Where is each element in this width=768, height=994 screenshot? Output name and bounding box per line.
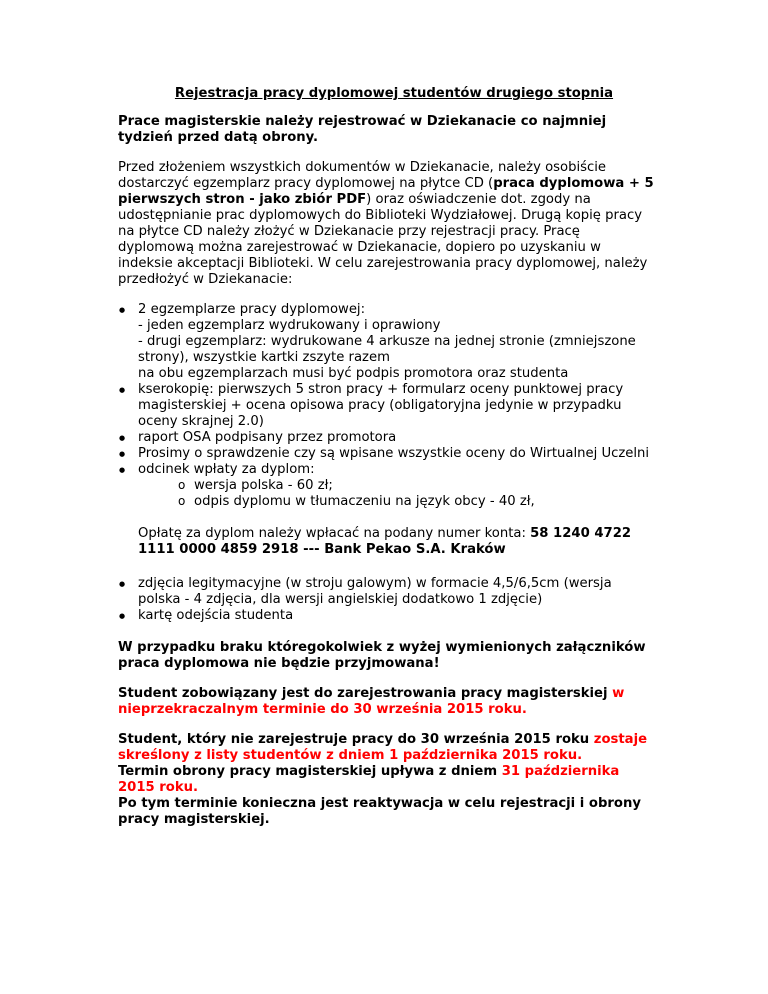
removal-text: zostaje skreślony z listy studentów z dniem 1 października 2015 roku. xyxy=(118,732,648,763)
deadline-text: w nieprzekraczalnym terminie do 30 września 2015 roku. xyxy=(118,686,625,717)
payment-text: Opłatę za dyplom należy wpłacać na podany numer konta: xyxy=(138,526,531,541)
required-documents-list xyxy=(118,302,658,510)
obligation-text: Student zobowiązany jest do zarejestrowania pracy magisterskiej xyxy=(118,686,613,701)
intro-paragraph: Prace magisterskie należy rejestrować w Dziekanacie co najmniej tydzień przed datą obrony. xyxy=(118,114,607,145)
obligation-paragraph xyxy=(118,686,658,718)
list-item-label: ● odcinek wpłaty za dyplom: xyxy=(138,462,315,477)
list-item: ● kserokopię: pierwszych 5 stron pracy + formularz oceny punktowej pracy magisterskiej + ocena opisowa pracy (obligatoryjna jedynie w przypadku oceny skrajnej 2.0) xyxy=(118,382,658,430)
list-item: ● zdjęcia legitymacyjne (w stroju galowym) w formacie 4,5/6,5cm (wersja polska - 4 zdjęcia, dla wersji angielskiej dodatkowo 1 zdjęcie) xyxy=(118,576,658,608)
list-item xyxy=(118,302,658,382)
list-item-label: ● 2 egzemplarze pracy dyplomowej: xyxy=(138,302,366,317)
list-item xyxy=(118,462,658,510)
document-page xyxy=(118,86,658,828)
instructions-bold: praca dyplomowa + 5 pierwszych stron - jako zbiór PDF xyxy=(118,176,654,207)
list-item: ● kartę odejścia studenta xyxy=(118,608,658,624)
list-item: ● Prosimy o sprawdzenie czy są wpisane wszystkie oceny do Wirtualnej Uczelni xyxy=(118,446,658,462)
instructions-text-1: Przed złożeniem wszystkich dokumentów w Dziekanacie, należy osobiście dostarczyć egzemplarz pracy dyplomowej na płytce CD ( xyxy=(118,160,607,191)
final-text-1: Student, który nie zarejestruje pracy do 30 września 2015 roku xyxy=(118,732,594,747)
payment-note xyxy=(138,526,658,558)
warning-paragraph: W przypadku braku któregokolwiek z wyżej wymienionych załączników praca dyplomowa nie będzie przyjmowana! xyxy=(118,640,646,671)
final-text-3: Po tym terminie konieczna jest reaktywacja w celu rejestracji i obrony pracy magisterskiej. xyxy=(118,796,641,827)
document-title: Rejestracja pracy dyplomowej studentów drugiego stopnia xyxy=(174,86,614,101)
defense-deadline: 31 października 2015 roku. xyxy=(118,764,620,795)
final-paragraph xyxy=(118,732,658,828)
instructions-text-2: ) oraz oświadczenie dot. zgody na udostępnianie prac dyplomowych do Biblioteki Wydziałowej. Drugą kopię pracy na płytce CD należy złożyć w Dziekanacie przy rejestracji pracy. Pracę dyplomową można zarejestrować w Dziekanacie, dopiero po uzyskaniu w indeksie akceptacji Biblioteki. W celu zarejestrowania pracy dyplomowej, należy przedłożyć w Dziekanacie: xyxy=(118,192,648,287)
list-item: ● raport OSA podpisany przez promotora xyxy=(118,430,658,446)
list-item-detail: na obu egzemplarzach musi być podpis promotora oraz studenta xyxy=(138,366,569,381)
fee-item: o odpis dyplomu w tłumaczeniu na język obcy - 40 zł, xyxy=(178,494,658,510)
list-item-detail: - drugi egzemplarz: wydrukowane 4 arkusze na jednej stronie (zmniejszone strony), wszystkie kartki zszyte razem xyxy=(138,334,636,365)
bank-account-number: 58 1240 4722 1111 0000 4859 2918 --- Bank Pekao S.A. Kraków xyxy=(138,526,632,557)
final-text-2: Termin obrony pracy magisterskiej upływa z dniem xyxy=(118,764,502,779)
list-item-detail: - jeden egzemplarz wydrukowany i oprawiony xyxy=(138,318,441,333)
instructions-paragraph xyxy=(118,160,658,288)
additional-documents-list xyxy=(118,576,658,624)
fee-item: o wersja polska - 60 zł; xyxy=(178,478,658,494)
fees-list xyxy=(138,478,658,510)
